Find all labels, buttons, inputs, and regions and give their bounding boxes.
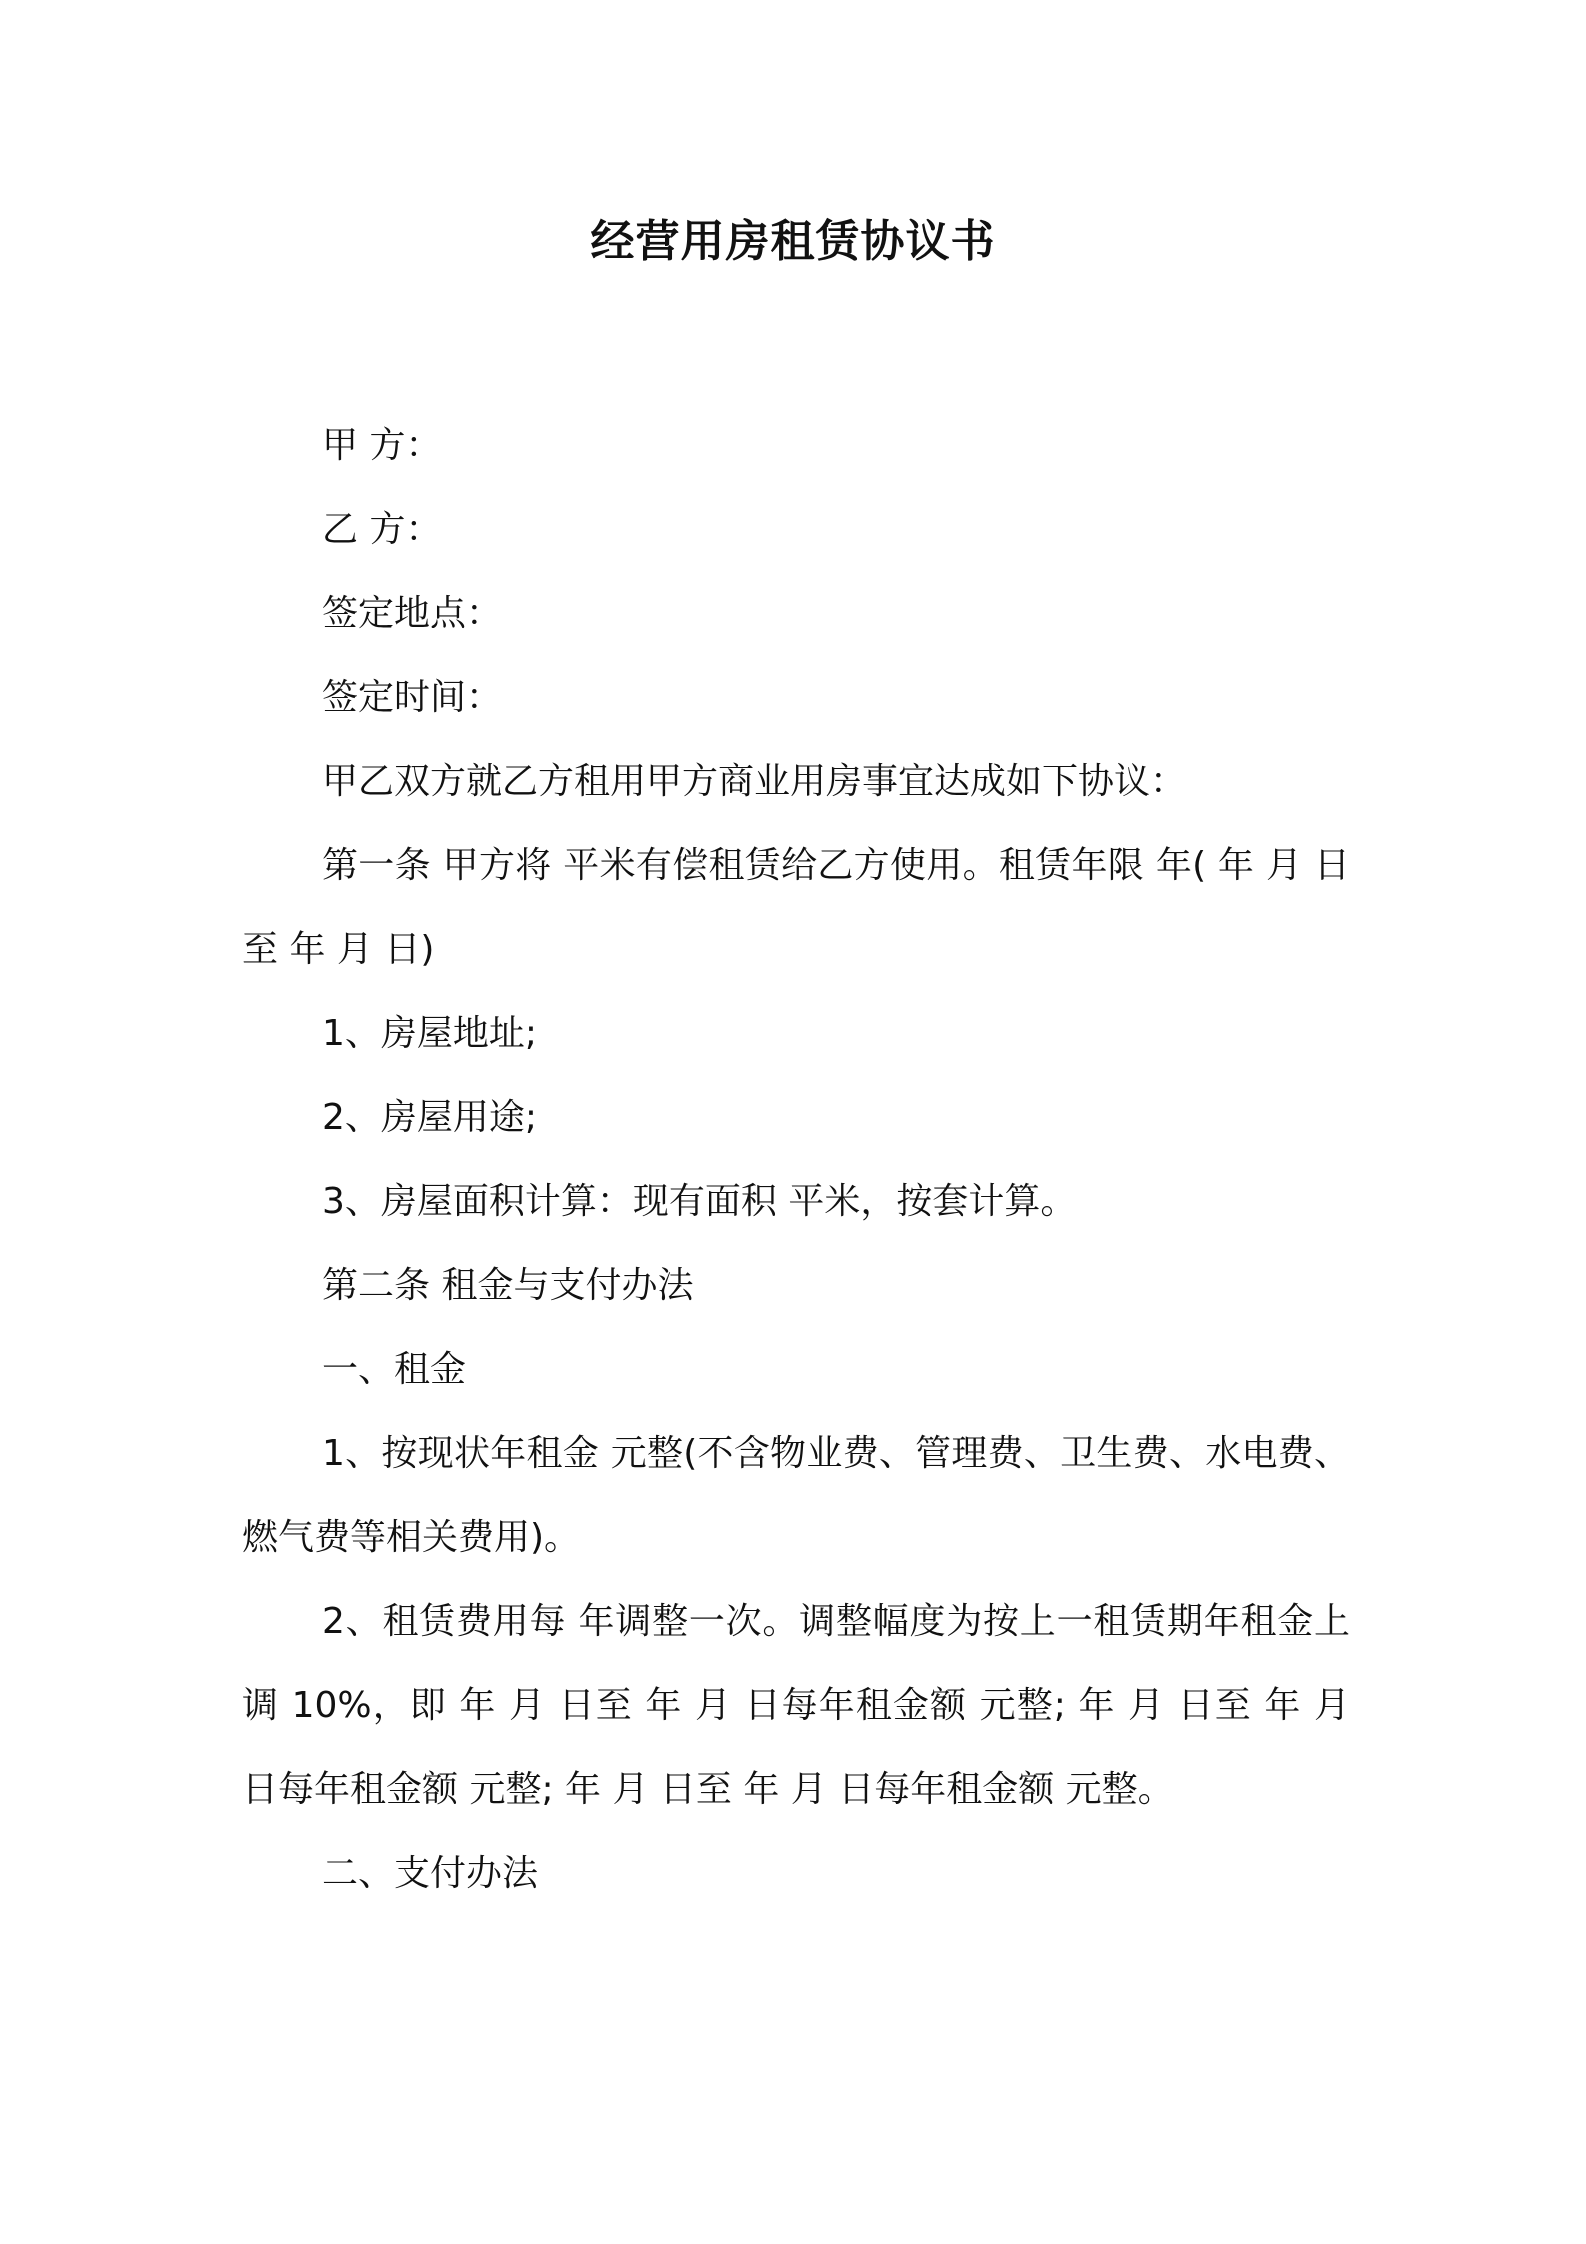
article-two-heading: 第二条 租金与支付办法 bbox=[322, 1265, 694, 1306]
rent-heading: 一、租金 bbox=[322, 1349, 467, 1390]
house-address-item: 1、房屋地址; bbox=[322, 1013, 538, 1054]
document-body bbox=[242, 404, 1350, 1916]
article-one: 第一条 甲方将 平米有偿租赁给乙方使用。租赁年限 年( 年 月 日至 年 月 日) bbox=[242, 845, 1350, 970]
payment-method-heading: 二、支付办法 bbox=[322, 1853, 539, 1894]
signing-place-line: 签定地点： bbox=[322, 593, 503, 634]
house-area-item: 3、房屋面积计算：现有面积 平米，按套计算。 bbox=[322, 1181, 1077, 1222]
agreement-intro: 甲乙双方就乙方租用甲方商业用房事宜达成如下协议： bbox=[322, 761, 1187, 802]
document-title: 经营用房租赁协议书 bbox=[590, 216, 996, 267]
party-b-line: 乙 方： bbox=[322, 509, 442, 550]
party-a-line: 甲 方： bbox=[322, 425, 442, 466]
rent-clause-one: 1、按现状年租金 元整(不含物业费、管理费、卫生费、水电费、燃气费等相关费用)。 bbox=[242, 1433, 1350, 1558]
signing-time-line: 签定时间： bbox=[322, 677, 503, 718]
house-usage-item: 2、房屋用途; bbox=[322, 1097, 538, 1138]
rent-clause-two: 2、租赁费用每 年调整一次。调整幅度为按上一租赁期年租金上调 10%，即 年 月 日至 年 月 日每年租金额 元整; 年 月 日至 年 月 日每年租金额 元整; 年 月 日至 年 月 日每年租金额 元整。 bbox=[242, 1601, 1350, 1810]
